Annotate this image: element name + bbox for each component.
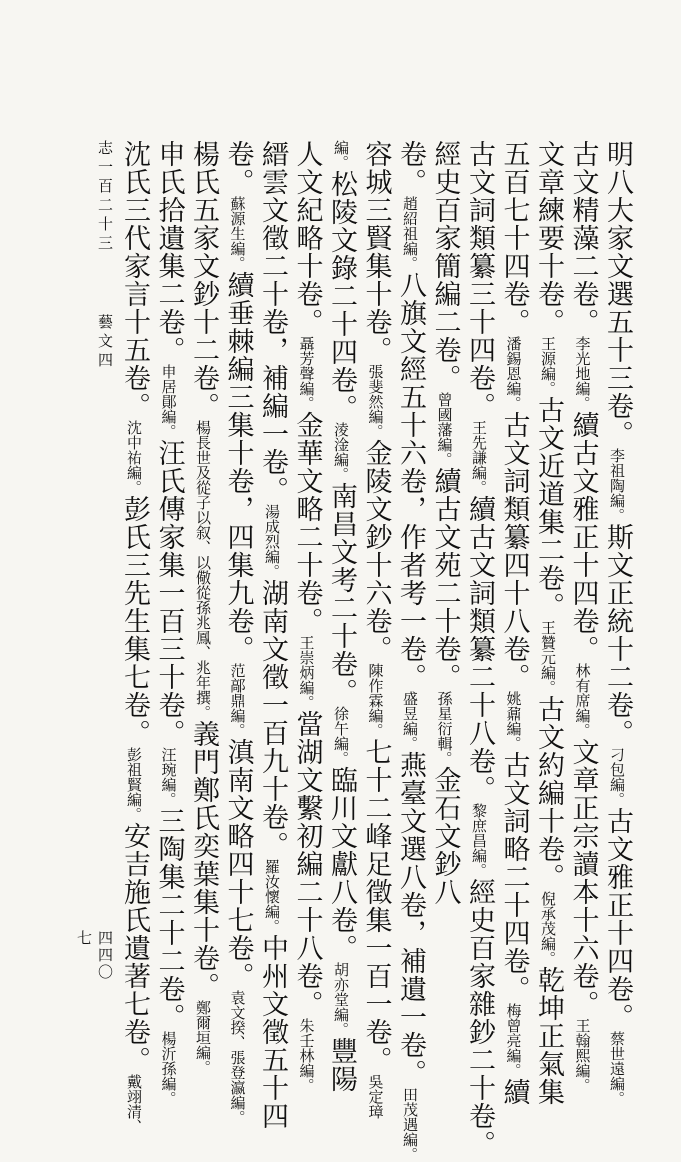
text-segment: 古文約編十卷。 — [533, 695, 564, 891]
text-segment: 臨川文獻八卷。 — [326, 766, 357, 962]
text-segment: 松陵文錄二十四卷。 — [326, 170, 357, 422]
text-segment: 續垂棘編三集十卷，四集九卷。 — [222, 271, 254, 663]
compiler-note: 林有席編。 — [573, 663, 592, 738]
compiler-note: 曾國藩編。 — [435, 392, 454, 467]
compiler-note: 楊長世及從子以叙、以儆從孫兆鳳、兆年撰。 — [194, 420, 212, 720]
text-segment: 明八大家文選五十三卷。 — [602, 140, 633, 448]
text-segment: 金陵文鈔十六卷。 — [360, 439, 392, 663]
text-segment: 古文詞略二十四卷。 — [498, 751, 530, 1003]
text-column — [186, 140, 220, 1075]
compiler-note: 黎庶昌編。 — [470, 803, 488, 878]
text-segment: 古文精藻二卷。 — [567, 140, 599, 336]
compiler-note: 倪承茂編。 — [539, 891, 557, 966]
text-segment: 斯文正統十二卷。 — [602, 523, 633, 747]
compiler-note: 蔡世遠編。 — [608, 1031, 626, 1106]
header-section: 藝文四 — [96, 314, 114, 371]
compiler-note: 田茂遇編。 — [401, 1087, 419, 1162]
text-segment: 義門鄭氏奕葉集十卷。 — [188, 720, 219, 1000]
text-segment: 經史百家雜鈔二十卷。 — [464, 878, 495, 1158]
compiler-note: 王贊元編。 — [539, 620, 557, 695]
text-column — [428, 140, 462, 920]
compiler-note: 王翰熙編。 — [573, 1018, 592, 1093]
compiler-note: 湯成烈編。 — [263, 504, 281, 579]
text-column — [324, 140, 358, 1093]
text-segment: 燕臺文選八卷，補遺一卷。 — [395, 751, 426, 1087]
text-column — [255, 140, 289, 1130]
page-number: 四四〇七 — [75, 930, 114, 981]
compiler-note: 吳定璋 — [366, 1074, 385, 1119]
text-segment: 豐陽 — [326, 1037, 357, 1093]
text-column — [497, 140, 531, 1106]
text-segment: 卷。 — [222, 140, 254, 196]
text-segment: 湖南文徵一百九十卷。 — [257, 579, 288, 859]
text-segment: 八旗文經五十六卷，作者考一卷。 — [395, 271, 426, 691]
compiler-note: 陳作霖編。 — [366, 663, 385, 738]
text-segment: 南昌文考二十卷。 — [326, 482, 357, 706]
text-column — [152, 140, 186, 1106]
compiler-note: 范鄗鼎編。 — [228, 663, 247, 738]
compiler-note: 趙紹祖編。 — [401, 196, 419, 271]
text-segment: 續古文雅正十四卷。 — [567, 411, 599, 663]
text-segment: 縉雲文徵二十卷，補編一卷。 — [257, 140, 288, 504]
text-column — [462, 140, 496, 1158]
compiler-note: 孫星衍輯。 — [435, 691, 454, 766]
text-segment: 卷。 — [395, 140, 426, 196]
text-column — [290, 140, 324, 1093]
text-segment: 金石文鈔八 — [429, 766, 461, 906]
text-segment: 人文紀略十卷。 — [291, 140, 323, 336]
compiler-note: 楊沂孫編。 — [159, 1031, 178, 1106]
text-column — [117, 140, 151, 1134]
compiler-note: 袁文揆、張登瀛編。 — [228, 990, 247, 1125]
text-segment: 乾坤正氣集 — [533, 966, 564, 1106]
compiler-note: 彭祖賢編。 — [125, 747, 143, 822]
compiler-note: 王先謙編。 — [470, 420, 488, 495]
text-column — [393, 140, 427, 1162]
text-segment: 續 — [498, 1078, 530, 1106]
compiler-note: 朱壬林編。 — [297, 1018, 316, 1093]
text-segment: 安吉施氏遺著七卷。 — [119, 822, 150, 1074]
compiler-note: 編。 — [332, 140, 350, 170]
text-segment: 容城三賢集十卷。 — [360, 140, 392, 364]
compiler-note: 申居鄖編。 — [159, 364, 178, 439]
compiler-note: 鄭爾垣編。 — [194, 1000, 212, 1075]
compiler-note: 潘錫恩編。 — [504, 336, 523, 411]
text-segment: 滇南文略四十七卷。 — [222, 738, 254, 990]
text-column — [600, 140, 634, 1106]
compiler-note: 王源編。 — [539, 336, 557, 396]
text-segment: 古文詞類纂三十四卷。 — [464, 140, 495, 420]
compiler-note: 盛昱編。 — [401, 691, 419, 751]
text-column — [566, 140, 600, 1093]
text-segment: 古文雅正十四卷。 — [602, 807, 633, 1031]
text-column — [221, 140, 255, 1125]
compiler-note: 刁包編。 — [608, 747, 626, 807]
text-segment: 汪氏傳家集一百三十卷。 — [153, 439, 185, 747]
compiler-note: 聶芳聲編。 — [297, 336, 316, 411]
text-segment: 文章練要十卷。 — [533, 140, 564, 336]
text-segment: 經史百家簡編二卷。 — [429, 140, 461, 392]
compiler-note: 張斐然編。 — [366, 364, 385, 439]
text-segment: 金華文略二十卷。 — [291, 411, 323, 635]
text-segment: 七十二峰足徵集一百一卷。 — [360, 738, 392, 1074]
compiler-note: 沈中祐編。 — [125, 420, 143, 495]
compiler-note: 姚鼐編。 — [504, 691, 523, 751]
text-segment: 古文詞類纂四十八卷。 — [498, 411, 530, 691]
compiler-note: 王崇炳編。 — [297, 635, 316, 710]
text-segment: 續古文詞類纂二十八卷。 — [464, 495, 495, 803]
compiler-note: 徐午編。 — [332, 706, 350, 766]
text-segment: 三陶集二十二卷。 — [153, 807, 185, 1031]
text-segment: 申氏拾遺集二卷。 — [153, 140, 185, 364]
text-segment: 楊氏五家文鈔十二卷。 — [188, 140, 219, 420]
text-column — [531, 140, 565, 1106]
compiler-note: 汪琬編。 — [159, 747, 178, 807]
compiler-note: 胡亦堂編。 — [332, 962, 350, 1037]
text-column — [359, 140, 393, 1119]
compiler-note: 戴翊清、 — [125, 1074, 143, 1134]
compiler-note: 梅曾亮編。 — [504, 1003, 523, 1078]
text-segment: 五百七十四卷。 — [498, 140, 530, 336]
text-segment: 中州文徵五十四 — [257, 934, 288, 1130]
text-segment: 古文近道集二卷。 — [533, 396, 564, 620]
text-segment: 沈氏三代家言十五卷。 — [119, 140, 150, 420]
running-header — [92, 140, 116, 920]
compiler-note: 李祖陶編。 — [608, 448, 626, 523]
text-segment: 彭氏三先生集七卷。 — [119, 495, 150, 747]
text-segment: 當湖文繫初編二十八卷。 — [291, 710, 323, 1018]
compiler-note: 羅汝懷編。 — [263, 859, 281, 934]
compiler-note: 李光地編。 — [573, 336, 592, 411]
text-segment: 文章正宗讀本十六卷。 — [567, 738, 599, 1018]
text-segment: 續古文苑二十卷。 — [429, 467, 461, 691]
compiler-note: 蘇源生編。 — [228, 196, 247, 271]
compiler-note: 淩淦編。 — [332, 422, 350, 482]
header-chapter: 志一百二十三 — [96, 140, 114, 254]
